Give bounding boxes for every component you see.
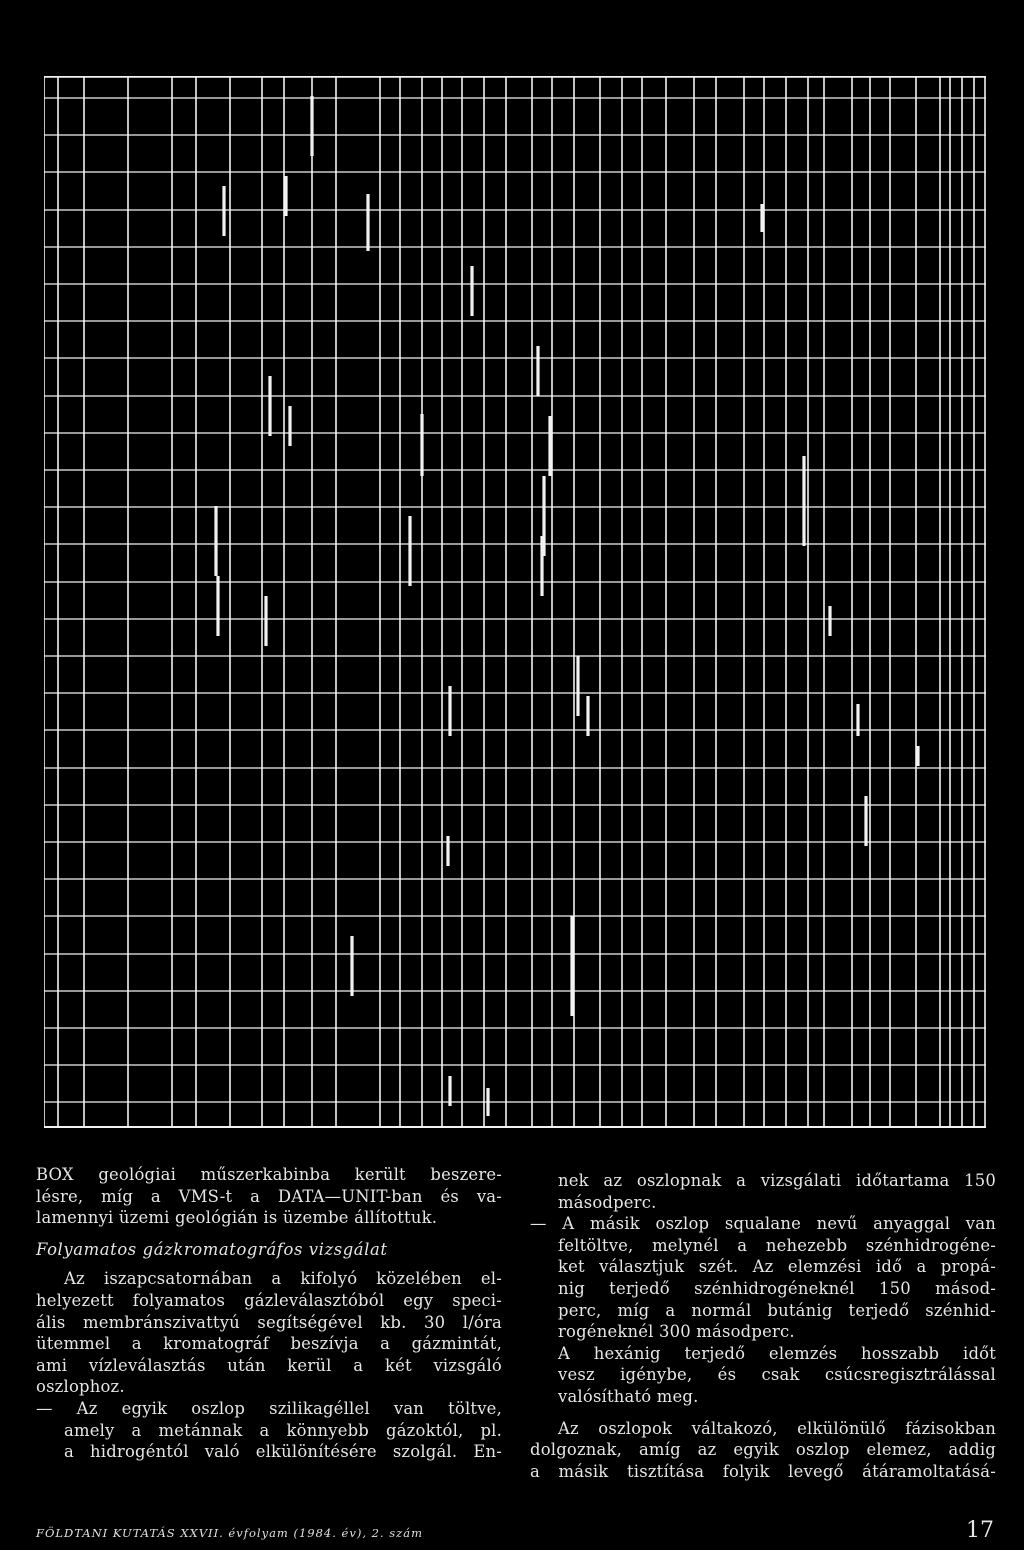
list-item-line: rogéneknél 300 másodperc.	[558, 1322, 795, 1342]
text-line: helyezett folyamatos gázleválasztóból egy speci-	[36, 1290, 502, 1310]
list-item-line: — A másik oszlop squalane nevű anyaggal van	[530, 1214, 996, 1234]
text-line: lamennyi üzemi geológián is üzembe állítottuk.	[36, 1208, 438, 1228]
list-item-line: perc, míg a normál butánig terjedő szénhid-	[558, 1300, 996, 1320]
list-item-line: amely a metánnak a könnyebb gázoktól, pl.	[64, 1420, 502, 1440]
text-line: ami vízleválasztás után kerül a két vizsgáló	[36, 1355, 502, 1375]
chromatogram-figure	[44, 76, 986, 1128]
text-line: Az iszapcsatornában a kifolyó közelében el-	[64, 1269, 502, 1289]
text-line: ális membránszivattyú segítségével kb. 30 l/óra	[36, 1312, 502, 1332]
text-line: Az oszlopok váltakozó, elkülönülő fázisokban	[558, 1418, 996, 1438]
list-item-line: feltöltve, melynél a nehezebb szénhidrogéne-	[558, 1235, 996, 1255]
text-line: lésre, míg a VMS-t a DATA—UNIT-ban és va-	[36, 1186, 502, 1206]
journal-footer: FÖLDTANI KUTATÁS XXVII. évfolyam (1984. év), 2. szám	[36, 1526, 424, 1540]
section-heading: Folyamatos gázkromatográfos vizsgálat	[36, 1239, 388, 1259]
text-line: másodperc.	[558, 1192, 657, 1212]
list-item-line: a hidrogéntól való elkülönítésére szolgál. En-	[64, 1442, 502, 1462]
list-item-line: valósítható meg.	[558, 1386, 699, 1406]
left-column	[36, 1164, 502, 1463]
list-item-line: A hexánig terjedő elemzés hosszabb időt	[558, 1343, 996, 1363]
list-item-line: nig terjedő szénhidrogéneknél 150 másod-	[558, 1278, 996, 1298]
right-column	[530, 1170, 996, 1482]
list-item-line: — Az egyik oszlop szilikagéllel van töltve,	[36, 1398, 502, 1418]
page-number: 17	[966, 1518, 994, 1543]
list-item-line: vesz igénybe, és csak csúcsregisztrálással	[558, 1365, 996, 1385]
text-line: a másik tisztítása folyik levegő átáramoltatásá-	[530, 1461, 996, 1481]
chromatogram-grid	[44, 76, 986, 1128]
text-line: oszlophoz.	[36, 1377, 125, 1397]
text-line: nek az oszlopnak a vizsgálati időtartama 150	[558, 1171, 996, 1190]
list-item-line: ket választjuk szét. Az elemzési idő a propá-	[558, 1257, 996, 1277]
text-line: dolgoznak, amíg az egyik oszlop elemez, addig	[530, 1440, 996, 1460]
text-line: BOX geológiai műszerkabinba került beszere-	[36, 1165, 502, 1184]
text-line: ütemmel a kromatográf beszívja a gázmintát,	[36, 1334, 502, 1354]
